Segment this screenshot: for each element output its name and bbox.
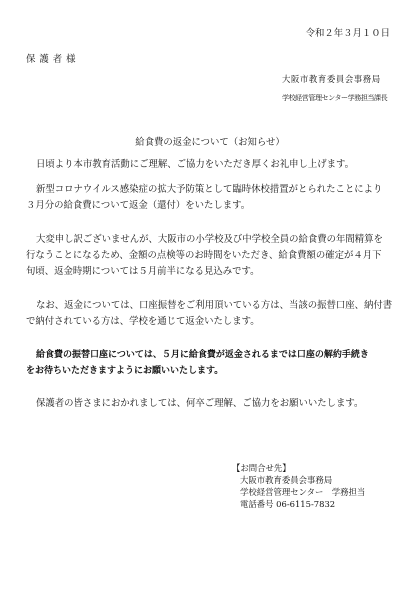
paragraph-greeting bbox=[26, 159, 398, 171]
contact-office: 大阪市教育委員会事務局 bbox=[240, 475, 333, 485]
contact-heading: 【お問合せ先】 bbox=[232, 463, 291, 473]
paragraph-important-notice bbox=[26, 349, 398, 377]
paragraph-line: なお、返金については、口座振替をご利用頂いている方は、当該の振替口座、納付書 bbox=[36, 300, 393, 311]
paragraph-refund-notice bbox=[26, 184, 398, 212]
paragraph-line: 行なうことになるため、金額の点検等のお時間をいただき、給食費額の確定が４月下 bbox=[26, 250, 382, 261]
issuer-section: 学校経営管理センター学務担当課長 bbox=[282, 93, 388, 102]
paragraph-line: 保護者の皆さまにおかれましては、何卒ご理解、ご協力をお願いいたします。 bbox=[36, 398, 364, 409]
paragraph-line: ３月分の給食費について返金（還付）をいたします。 bbox=[26, 200, 251, 211]
contact-phone: 電話番号 06-6115-7832 bbox=[240, 499, 336, 509]
document-title: 給食費の返金について（お知らせ） bbox=[135, 137, 285, 148]
paragraph-closing bbox=[26, 398, 398, 410]
paragraph-line: で納付されている方は、学校を通じて返金いたします。 bbox=[26, 316, 260, 327]
document-date: 令和２年３月１０日 bbox=[305, 28, 390, 39]
contact-block bbox=[232, 462, 365, 510]
addressee: 保護者様 bbox=[26, 54, 80, 65]
paragraph-line: をお待ちいただきますようにお願いいたします。 bbox=[26, 366, 224, 376]
paragraph-line: 大変申し訳ございませんが、大阪市の小学校及び中学校全員の給食費の年間精算を bbox=[36, 234, 383, 245]
paragraph-line: 新型コロナウイルス感染症の拡大予防策として臨時休校措置がとられたことにより bbox=[36, 184, 383, 195]
paragraph-schedule bbox=[26, 234, 398, 278]
paragraph-line: 日頃より本市教育活動にご理解、ご協力をいただき厚くお礼申し上げます。 bbox=[36, 159, 355, 170]
paragraph-line: 旬頃、返金時期については５月前半になる見込みです。 bbox=[26, 266, 260, 277]
paragraph-line: 給食費の振替口座については、５月に給食費が返金されるまでは口座の解約手続き bbox=[36, 350, 369, 360]
issuer-office: 大阪市教育委員会事務局 bbox=[282, 74, 381, 84]
paragraph-refund-method bbox=[26, 300, 398, 328]
contact-section: 学校経営管理センター 学務担当 bbox=[240, 487, 366, 497]
